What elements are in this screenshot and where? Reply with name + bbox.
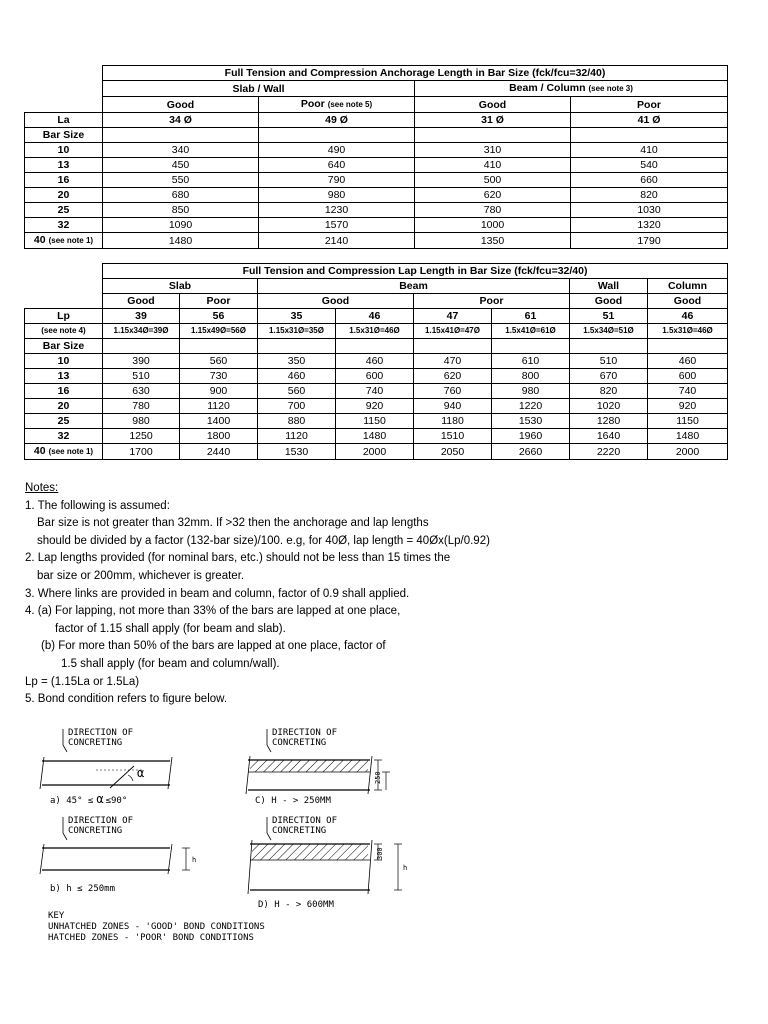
table-row <box>25 203 728 218</box>
note-line: Bar size is not greater than 32mm. If >32 then the anchorage and lap lengths <box>37 517 429 530</box>
caption-b: b) h ≤ 250mm <box>50 884 116 894</box>
table-row <box>25 444 728 460</box>
lap-col-good: Good <box>570 294 648 309</box>
value-cell: 850 <box>103 203 259 218</box>
direction-label: DIRECTION OF <box>272 728 338 738</box>
bar-size-cell: 10 <box>25 143 103 158</box>
lp-value: 35 <box>258 309 336 324</box>
value-cell: 1120 <box>258 429 336 444</box>
lap-col-good: Good <box>103 294 180 309</box>
lp-label: Lp <box>25 309 103 324</box>
value-cell: 920 <box>648 399 728 414</box>
value-cell: 500 <box>415 173 571 188</box>
value-cell: 540 <box>571 158 728 173</box>
lp-formula: 1.15x31Ø=35Ø <box>258 324 336 339</box>
value-cell: 730 <box>180 369 258 384</box>
value-cell: 410 <box>571 143 728 158</box>
bar-size-cell: 10 <box>25 354 103 369</box>
value-cell: 600 <box>648 369 728 384</box>
table-row <box>25 218 728 233</box>
value-cell: 820 <box>570 384 648 399</box>
value-cell: 790 <box>259 173 415 188</box>
value-cell: 680 <box>103 188 259 203</box>
value-cell: 1000 <box>415 218 571 233</box>
value-cell: 1530 <box>258 444 336 460</box>
value-cell: 2050 <box>414 444 492 460</box>
value-cell: 1120 <box>180 399 258 414</box>
value-cell: 980 <box>103 414 180 429</box>
note-line: should be divided by a factor (132-bar size)/100. e.g, for 40Ø, lap length = 40Øx(Lp/0.92) <box>37 534 490 547</box>
bar-size-cell: 40 (see note 1) <box>25 444 103 460</box>
bar-size-cell: 20 <box>25 399 103 414</box>
lp-value: 46 <box>648 309 728 324</box>
bar-size-label: Bar Size <box>25 339 103 354</box>
bar-size-cell: 20 <box>25 188 103 203</box>
table-row <box>25 233 728 249</box>
anchorage-table-title: Full Tension and Compression Anchorage Length in Bar Size (fck/fcu=32/40) <box>103 66 728 81</box>
lp-note: (see note 4) <box>25 324 103 339</box>
value-cell: 2440 <box>180 444 258 460</box>
value-cell: 900 <box>180 384 258 399</box>
value-cell: 2140 <box>259 233 415 249</box>
table-row <box>25 188 728 203</box>
bar-size-label: Bar Size <box>25 128 103 143</box>
value-cell: 560 <box>180 354 258 369</box>
value-cell: 450 <box>103 158 259 173</box>
lap-col-poor: Poor <box>414 294 570 309</box>
note-line: 5. Bond condition refers to figure below. <box>25 693 228 706</box>
anchorage-col-beam-poor: Poor <box>571 97 728 113</box>
value-cell: 1030 <box>571 203 728 218</box>
lp-formula: 1.15x49Ø=56Ø <box>180 324 258 339</box>
value-cell: 660 <box>571 173 728 188</box>
value-cell: 1960 <box>492 429 570 444</box>
direction-label: DIRECTION OF <box>68 728 134 738</box>
value-cell: 620 <box>415 188 571 203</box>
value-cell: 1180 <box>414 414 492 429</box>
lap-group-slab: Slab <box>103 279 258 294</box>
angle-arc-icon <box>128 775 133 781</box>
table-row <box>25 369 728 384</box>
value-cell: 1150 <box>336 414 414 429</box>
value-cell: 2660 <box>492 444 570 460</box>
la-value: 41 Ø <box>571 113 728 128</box>
note-line: 1.5 shall apply (for beam and column/wall). <box>61 657 280 670</box>
value-cell: 510 <box>103 369 180 384</box>
value-cell: 980 <box>259 188 415 203</box>
lp-formula: 1.15x41Ø=47Ø <box>414 324 492 339</box>
caption-a: a) 45° ≤ α ≤90° <box>50 792 128 806</box>
value-cell: 920 <box>336 399 414 414</box>
anchorage-col-slab-poor: Poor (see note 5) <box>259 97 415 113</box>
concreting-arrow-icon <box>267 817 271 840</box>
value-cell: 1280 <box>570 414 648 429</box>
note-line: (b) For more than 50% of the bars are lapped at one place, factor of <box>41 640 386 653</box>
value-cell: 820 <box>571 188 728 203</box>
anchorage-length-table <box>24 65 728 249</box>
notes-title: Notes: <box>25 482 59 494</box>
lp-formula: 1.5x34Ø=51Ø <box>570 324 648 339</box>
note-line: Lp = (1.15La or 1.5La) <box>25 675 140 688</box>
value-cell: 1510 <box>414 429 492 444</box>
lap-table-title: Full Tension and Compression Lap Length in Bar Size (fck/fcu=32/40) <box>103 264 728 279</box>
note-line: 4. (a) For lapping, not more than 33% of the bars are lapped at one place, <box>25 605 401 618</box>
anchorage-group-slab-wall: Slab / Wall <box>103 81 415 97</box>
value-cell: 780 <box>103 399 180 414</box>
lp-formula: 1.5x41Ø=61Ø <box>492 324 570 339</box>
anchorage-group-beam-column: Beam / Column (see note 3) <box>415 81 728 97</box>
la-value: 34 Ø <box>103 113 259 128</box>
note-line: bar size or 200mm, whichever is greater. <box>37 569 245 582</box>
bond-diagram-c <box>246 728 390 806</box>
lap-group-beam: Beam <box>258 279 570 294</box>
value-cell: 460 <box>648 354 728 369</box>
note-line: factor of 1.15 shall apply (for beam and slab). <box>55 622 286 635</box>
caption-c: C) H - > 250MM <box>255 796 331 806</box>
value-cell: 560 <box>258 384 336 399</box>
value-cell: 980 <box>492 384 570 399</box>
bond-condition-figure <box>0 715 768 950</box>
alpha-label: α <box>137 766 145 780</box>
lp-value: 47 <box>414 309 492 324</box>
value-cell: 1400 <box>180 414 258 429</box>
direction-label: DIRECTION OF <box>68 816 134 826</box>
key-line: HATCHED ZONES - 'POOR' BOND CONDITIONS <box>48 933 254 943</box>
lap-col-good: Good <box>258 294 414 309</box>
value-cell: 1640 <box>570 429 648 444</box>
value-cell: 1790 <box>571 233 728 249</box>
concreting-arrow-icon <box>267 729 271 752</box>
value-cell: 550 <box>103 173 259 188</box>
value-cell: 940 <box>414 399 492 414</box>
concreting-arrow-icon <box>63 729 67 752</box>
table-row <box>25 384 728 399</box>
note-line: 1. The following is assumed: <box>25 499 170 512</box>
value-cell: 1480 <box>648 429 728 444</box>
direction-label: CONCRETING <box>272 826 327 836</box>
notes-section <box>25 480 490 709</box>
lp-value: 39 <box>103 309 180 324</box>
lp-value: 56 <box>180 309 258 324</box>
la-value: 49 Ø <box>259 113 415 128</box>
value-cell: 1570 <box>259 218 415 233</box>
figure-key <box>48 911 265 943</box>
value-cell: 1320 <box>571 218 728 233</box>
value-cell: 1250 <box>103 429 180 444</box>
lp-formula: 1.15x34Ø=39Ø <box>103 324 180 339</box>
lap-col-poor: Poor <box>180 294 258 309</box>
la-label: La <box>25 113 103 128</box>
value-cell: 1350 <box>415 233 571 249</box>
table-row <box>25 354 728 369</box>
lap-length-table <box>24 263 728 460</box>
note-line: 3. Where links are provided in beam and column, factor of 0.9 shall applied. <box>25 587 410 600</box>
value-cell: 1220 <box>492 399 570 414</box>
lp-formula: 1.5x31Ø=46Ø <box>648 324 728 339</box>
value-cell: 800 <box>492 369 570 384</box>
value-cell: 1800 <box>180 429 258 444</box>
value-cell: 640 <box>259 158 415 173</box>
h-label: h <box>192 856 197 864</box>
concreting-arrow-icon <box>63 817 67 840</box>
note-line: 2. Lap lengths provided (for nominal bars, etc.) should not be less than 15 times the <box>25 552 451 565</box>
table-row <box>25 399 728 414</box>
value-cell: 390 <box>103 354 180 369</box>
value-cell: 1150 <box>648 414 728 429</box>
value-cell: 1480 <box>103 233 259 249</box>
value-cell: 460 <box>258 369 336 384</box>
caption-d: D) H - > 600MM <box>258 900 334 910</box>
bar-size-cell: 13 <box>25 369 103 384</box>
anchorage-col-beam-good: Good <box>415 97 571 113</box>
key-line: UNHATCHED ZONES - 'GOOD' BOND CONDITIONS <box>48 922 265 932</box>
lap-group-wall: Wall <box>570 279 648 294</box>
value-cell: 780 <box>415 203 571 218</box>
table-row <box>25 414 728 429</box>
direction-label: CONCRETING <box>272 738 327 748</box>
lp-formula: 1.5x31Ø=46Ø <box>336 324 414 339</box>
value-cell: 610 <box>492 354 570 369</box>
bond-diagram-b <box>40 816 196 894</box>
value-cell: 880 <box>258 414 336 429</box>
direction-label: CONCRETING <box>68 738 123 748</box>
table-row <box>25 173 728 188</box>
value-cell: 510 <box>570 354 648 369</box>
value-cell: 1700 <box>103 444 180 460</box>
lp-value: 51 <box>570 309 648 324</box>
dim-label: 300 <box>376 847 384 860</box>
value-cell: 490 <box>259 143 415 158</box>
table-row <box>25 158 728 173</box>
table-row <box>25 429 728 444</box>
bond-diagram-d <box>248 816 407 910</box>
bar-size-cell: 16 <box>25 384 103 399</box>
direction-label: DIRECTION OF <box>272 816 338 826</box>
value-cell: 2000 <box>648 444 728 460</box>
value-cell: 740 <box>648 384 728 399</box>
value-cell: 760 <box>414 384 492 399</box>
value-cell: 630 <box>103 384 180 399</box>
la-value: 31 Ø <box>415 113 571 128</box>
value-cell: 740 <box>336 384 414 399</box>
lp-value: 46 <box>336 309 414 324</box>
h-label: h <box>403 864 408 872</box>
value-cell: 620 <box>414 369 492 384</box>
value-cell: 600 <box>336 369 414 384</box>
bar-size-cell: 25 <box>25 414 103 429</box>
lp-value: 61 <box>492 309 570 324</box>
dim-label: 250 <box>374 771 382 784</box>
direction-label: CONCRETING <box>68 826 123 836</box>
table-row <box>25 143 728 158</box>
value-cell: 1530 <box>492 414 570 429</box>
value-cell: 1480 <box>336 429 414 444</box>
bar-size-cell: 25 <box>25 203 103 218</box>
bar-size-cell: 32 <box>25 429 103 444</box>
anchorage-col-slab-good: Good <box>103 97 259 113</box>
value-cell: 310 <box>415 143 571 158</box>
value-cell: 1090 <box>103 218 259 233</box>
value-cell: 410 <box>415 158 571 173</box>
value-cell: 1230 <box>259 203 415 218</box>
value-cell: 2220 <box>570 444 648 460</box>
lap-col-good: Good <box>648 294 728 309</box>
value-cell: 670 <box>570 369 648 384</box>
value-cell: 340 <box>103 143 259 158</box>
value-cell: 1020 <box>570 399 648 414</box>
bar-size-cell: 13 <box>25 158 103 173</box>
bar-size-cell: 40 (see note 1) <box>25 233 103 249</box>
value-cell: 350 <box>258 354 336 369</box>
value-cell: 2000 <box>336 444 414 460</box>
value-cell: 460 <box>336 354 414 369</box>
value-cell: 470 <box>414 354 492 369</box>
bond-diagram-a <box>40 728 172 806</box>
bar-size-cell: 32 <box>25 218 103 233</box>
value-cell: 700 <box>258 399 336 414</box>
key-title: KEY <box>48 911 65 921</box>
bar-size-cell: 16 <box>25 173 103 188</box>
lap-group-column: Column <box>648 279 728 294</box>
